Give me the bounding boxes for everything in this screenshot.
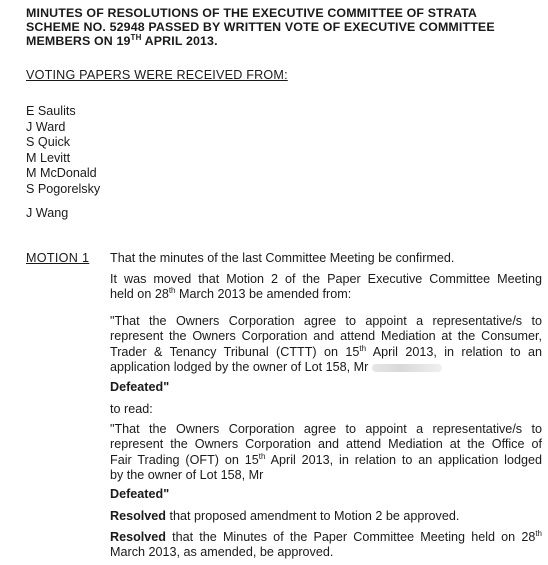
voter-name: E Saulits xyxy=(26,104,76,118)
title-line-3: MEMBERS ON 19TH APRIL 2013. xyxy=(26,33,218,48)
motion-label: MOTION 1 xyxy=(26,251,90,265)
voter-name: J Wang xyxy=(26,206,69,220)
voter-name: M McDonald xyxy=(26,166,97,181)
voter-list xyxy=(26,104,100,198)
moved-paragraph: It was moved that Motion 2 of the Paper Executive Committee Meeting held on 28th March 2013 be amended from: xyxy=(110,272,542,302)
document-title xyxy=(26,6,538,48)
voter-name: M Levitt xyxy=(26,150,71,165)
redacted-name xyxy=(372,364,442,372)
voting-papers-heading: VOTING PAPERS WERE RECEIVED FROM: xyxy=(26,68,288,82)
resolution-2: Resolved that the Minutes of the Paper Committee Meeting held on 28th March 2013, as amended, be approved. xyxy=(110,529,542,560)
voter-name: J Ward xyxy=(26,119,66,134)
defeated-label: Defeated" xyxy=(110,380,170,394)
motion-heading: That the minutes of the last Committee Meeting be confirmed. xyxy=(110,251,455,265)
voter-name: S Quick xyxy=(26,135,71,150)
amended-motion-quote: "That the Owners Corporation agree to appoint a representative/s to represent the Owners Corporation and attend Mediation at the Office of Fair Trading (OFT) on 15th April 2013, in relation to an application lodged by the owner of Lot 158, Mr xyxy=(110,422,543,483)
to-read-label: to read: xyxy=(110,402,153,416)
voter-name: S Pogorelsky xyxy=(26,181,101,196)
title-line-1: MINUTES OF RESOLUTIONS OF THE EXECUTIVE COMMITTEE OF STRATA xyxy=(26,6,478,20)
original-motion-quote: "That the Owners Corporation agree to appoint a representative/s to represent the Owners Corporation and attend Mediation at the Consumer, Trader & Tenancy Tribunal (CTTT) on 15th April 2013, in relation to an application lodged by the owner of Lot 158, Mr xyxy=(110,314,542,375)
defeated-label: Defeated" xyxy=(110,487,170,501)
title-line-2: SCHEME NO. 52948 PASSED BY WRITTEN VOTE OF EXECUTIVE COMMITTEE xyxy=(26,20,495,34)
resolution-1: Resolved that proposed amendment to Motion 2 be approved. xyxy=(110,509,460,523)
